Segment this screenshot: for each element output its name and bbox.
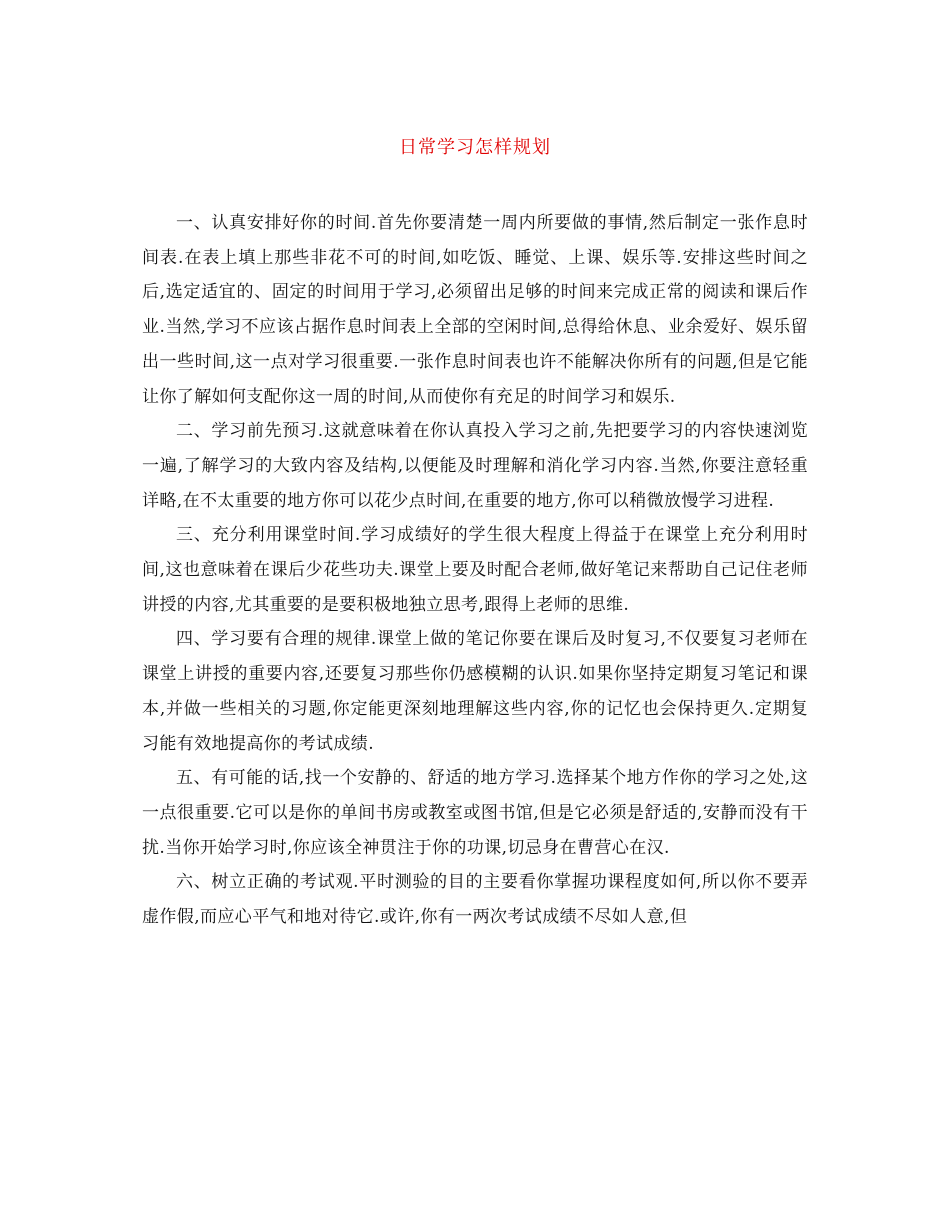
paragraph-class-time: 三、充分利用课堂时间.学习成绩好的学生很大程度上得益于在课堂上充分利用时间,这也意味着在课后少花些功夫.课堂上要及时配合老师,做好笔记来帮助自己记住老师讲授的内容,尤其重要的是要积极地独立思考,跟得上老师的思维. [142,525,808,615]
page-title: 日常学习怎样规划 [399,137,551,158]
paragraph-time-management: 一、认真安排好你的时间.首先你要清楚一周内所要做的事情,然后制定一张作息时间表.在表上填上那些非花不可的时间,如吃饭、睡觉、上课、娱乐等.安排这些时间之后,选定适宜的、固定的时间用于学习,必须留出足够的时间来完成正常的阅读和课后作业.当然,学习不应该占据作息时间表上全部的空闲时间,总得给休息、业余爱好、娱乐留出一些时间,这一点对学习很重要.一张作息时间表也许不能解决你所有的问题,但是它能让你了解如何支配你这一周的时间,从而使你有充足的时间学习和娱乐. [142,213,808,407]
paragraph-regular-review: 四、学习要有合理的规律.课堂上做的笔记你要在课后及时复习,不仅要复习老师在课堂上讲授的重要内容,还要复习那些你仍感模糊的认识.如果你坚持定期复习笔记和课本,并做一些相关的习题,你定能更深刻地理解这些内容,你的记忆也会保持更久.定期复习能有效地提高你的考试成绩. [142,629,808,754]
paragraph-preview: 二、学习前先预习.这就意味着在你认真投入学习之前,先把要学习的内容快速浏览一遍,了解学习的大致内容及结构,以便能及时理解和消化学习内容.当然,你要注意轻重详略,在不太重要的地方你可以花少点时间,在重要的地方,你可以稍微放慢学习进程. [142,421,808,511]
document-body [142,206,808,935]
paragraph-quiet-place: 五、有可能的话,找一个安静的、舒适的地方学习.选择某个地方作你的学习之处,这一点很重要.它可以是你的单间书房或教室或图书馆,但是它必须是舒适的,安静而没有干扰.当你开始学习时,你应该全神贯注于你的功课,切忌身在曹营心在汉. [142,768,808,858]
paragraph-exam-attitude: 六、树立正确的考试观.平时测验的目的主要看你掌握功课程度如何,所以你不要弄虚作假,而应心平气和地对待它.或许,你有一两次考试成绩不尽如人意,但 [142,872,808,928]
